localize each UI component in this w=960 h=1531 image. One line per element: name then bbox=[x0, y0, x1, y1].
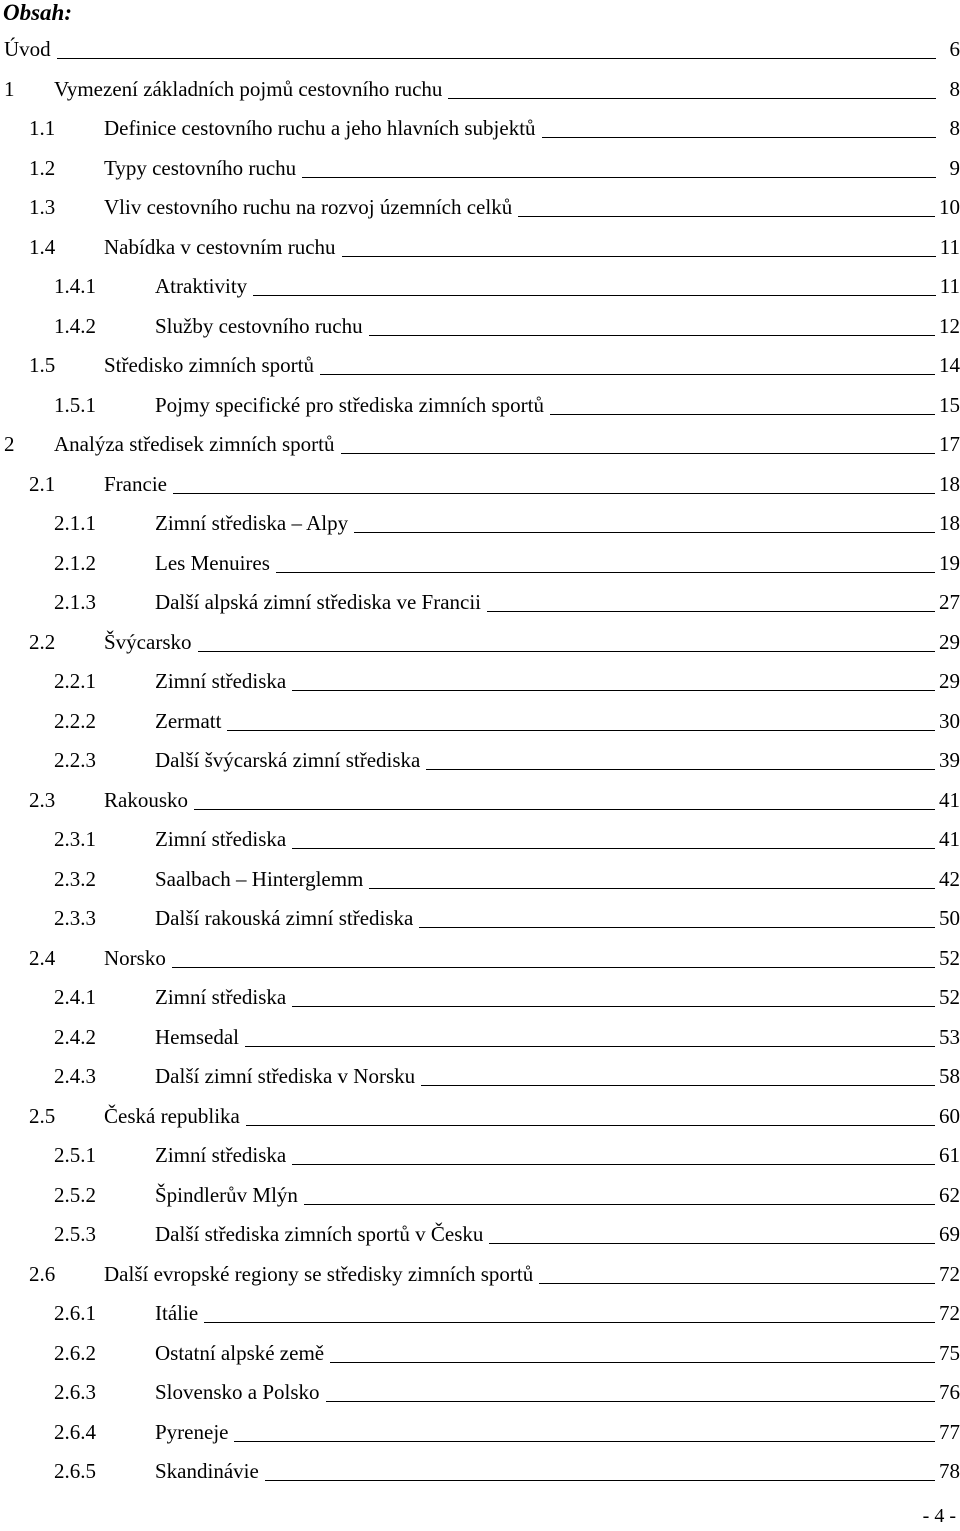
toc-entry-number: 2.5 bbox=[29, 1103, 56, 1128]
toc-entry-number: 2.2.2 bbox=[54, 708, 96, 733]
toc-entry[interactable] bbox=[0, 345, 960, 385]
toc-entry-number: 2.6.4 bbox=[54, 1419, 96, 1444]
toc-entry-line bbox=[104, 472, 960, 497]
toc-leader-line bbox=[542, 136, 936, 138]
toc-entry-line bbox=[155, 1064, 960, 1089]
toc-entry-page: 30 bbox=[939, 708, 960, 733]
toc-leader-line bbox=[354, 531, 935, 533]
toc-leader-line bbox=[173, 492, 935, 494]
toc-leader-line bbox=[276, 571, 935, 573]
toc-entry-line bbox=[104, 116, 960, 141]
toc-leader-line bbox=[320, 373, 935, 375]
toc-entry-page: 19 bbox=[939, 550, 960, 575]
toc-entry-line bbox=[104, 946, 960, 971]
toc-entry-number: 1.4 bbox=[29, 234, 56, 259]
toc-leader-line bbox=[302, 176, 936, 178]
toc-entry-number: 1.2 bbox=[29, 155, 56, 180]
toc-leader-line bbox=[419, 926, 935, 928]
toc-entry[interactable] bbox=[0, 69, 960, 109]
toc-entry[interactable] bbox=[0, 424, 960, 464]
toc-entry-line bbox=[104, 1104, 960, 1129]
toc-entry-line bbox=[155, 590, 960, 615]
toc-entry-title[interactable]: Další zimní střediska v Norsku bbox=[155, 1064, 416, 1088]
toc-entry[interactable] bbox=[0, 819, 960, 859]
toc-entry-page: 11 bbox=[939, 274, 960, 298]
toc-entry[interactable] bbox=[0, 1333, 960, 1373]
toc-entry-title[interactable]: Další alpská zimní střediska ve Francii bbox=[155, 590, 482, 614]
toc-entry[interactable] bbox=[0, 1372, 960, 1412]
toc-entry[interactable] bbox=[0, 1096, 960, 1136]
toc-entry-line bbox=[155, 1380, 960, 1405]
toc-entry[interactable] bbox=[0, 227, 960, 267]
toc-entry-number: 2.4.3 bbox=[54, 1064, 96, 1088]
toc-heading: Obsah: bbox=[3, 0, 73, 25]
toc-entry-page: 41 bbox=[939, 827, 960, 851]
page-number: - 4 - bbox=[922, 1505, 956, 1527]
toc-entry-title[interactable]: Nabídka v cestovním ruchu bbox=[104, 234, 336, 259]
toc-entry-page: 6 bbox=[949, 37, 960, 61]
toc-leader-line bbox=[421, 1084, 935, 1086]
toc-entry-title[interactable]: Úvod bbox=[4, 37, 51, 61]
toc-entry-page: 75 bbox=[939, 1340, 960, 1365]
toc-leader-line bbox=[326, 1400, 935, 1402]
toc-entry-page: 27 bbox=[939, 590, 960, 614]
toc-entry-page: 18 bbox=[939, 471, 960, 496]
toc-entry[interactable] bbox=[0, 938, 960, 978]
toc-leader-line bbox=[234, 1440, 935, 1442]
toc-leader-line bbox=[292, 847, 935, 849]
toc-entry-page: 17 bbox=[939, 432, 960, 456]
toc-entry[interactable] bbox=[0, 740, 960, 780]
toc-leader-line bbox=[539, 1282, 935, 1284]
toc-entry[interactable] bbox=[0, 187, 960, 227]
toc-entry-page: 72 bbox=[939, 1301, 960, 1325]
toc-entry-number: 2.1.3 bbox=[54, 590, 96, 614]
toc-entry-line bbox=[54, 77, 960, 102]
toc-leader-line bbox=[253, 294, 936, 296]
toc-entry-line bbox=[155, 551, 960, 576]
toc-entry-page: 62 bbox=[939, 1182, 960, 1207]
toc-entry-title[interactable]: Další švýcarská zimní střediska bbox=[155, 748, 421, 772]
toc-entry-line bbox=[155, 748, 960, 773]
toc-entry-number: 2.5.3 bbox=[54, 1222, 96, 1246]
toc-entry-page: 41 bbox=[939, 787, 960, 812]
toc-entry-page: 15 bbox=[939, 392, 960, 417]
toc-entry-title[interactable]: Švýcarsko bbox=[104, 629, 192, 654]
toc-entry-page: 53 bbox=[939, 1024, 960, 1049]
toc-entry-page: 29 bbox=[939, 669, 960, 693]
toc-entry-number: 1.4.1 bbox=[54, 274, 96, 298]
toc-entry-title[interactable]: Rakousko bbox=[104, 787, 188, 812]
toc-entry-title[interactable]: Definice cestovního ruchu a jeho hlavních subjektů bbox=[104, 116, 536, 140]
toc-entry-line bbox=[155, 1222, 960, 1247]
toc-entry-line bbox=[104, 630, 960, 655]
toc-entry-title[interactable]: Středisko zimních sportů bbox=[104, 353, 314, 377]
toc-entry-page: 52 bbox=[939, 945, 960, 970]
toc-entry-title[interactable]: Norsko bbox=[104, 945, 166, 970]
toc-entry-line bbox=[155, 1183, 960, 1208]
toc-entry[interactable] bbox=[0, 1214, 960, 1254]
toc-entry-title[interactable]: Zermatt bbox=[155, 708, 222, 733]
toc-entry-title[interactable]: Pojmy specifické pro střediska zimních sportů bbox=[155, 392, 545, 417]
toc-entry-title[interactable]: Zimní střediska bbox=[155, 1143, 287, 1167]
toc-entry-number: 2.2.3 bbox=[54, 748, 96, 772]
toc-entry-page: 52 bbox=[939, 985, 960, 1009]
toc-entry[interactable] bbox=[0, 1254, 960, 1294]
toc-entry-number: 1.5 bbox=[29, 353, 56, 377]
toc-leader-line bbox=[57, 57, 936, 59]
toc-entry-title[interactable]: Zimní střediska bbox=[155, 669, 287, 693]
toc-entry-number: 2.1.1 bbox=[54, 511, 96, 535]
toc-entry-line bbox=[155, 1420, 960, 1445]
toc-entry[interactable] bbox=[0, 1175, 960, 1215]
toc-entry-title[interactable]: Zimní střediska – Alpy bbox=[155, 511, 349, 535]
toc-entry[interactable] bbox=[0, 108, 960, 148]
toc-entry-number: 2.6.5 bbox=[54, 1459, 96, 1483]
toc-entry-number: 2.1.2 bbox=[54, 550, 96, 575]
toc-entry[interactable] bbox=[0, 503, 960, 543]
toc-entry[interactable] bbox=[0, 977, 960, 1017]
toc-entry-number: 2.5.2 bbox=[54, 1182, 96, 1207]
toc-entry-line bbox=[104, 156, 960, 181]
toc-entry-title[interactable]: Další střediska zimních sportů v Česku bbox=[155, 1222, 484, 1246]
toc-entry-line bbox=[54, 432, 960, 457]
toc-entry[interactable] bbox=[0, 622, 960, 662]
toc-entry-line bbox=[155, 1301, 960, 1326]
toc-leader-line bbox=[198, 650, 936, 652]
toc-entry-title[interactable]: Atraktivity bbox=[155, 274, 248, 298]
table-of-contents bbox=[0, 29, 960, 1491]
toc-entry-title[interactable]: Pyreneje bbox=[155, 1419, 229, 1444]
toc-leader-line bbox=[265, 1479, 935, 1481]
toc-entry-number: 2.4.1 bbox=[54, 985, 96, 1009]
toc-entry-page: 42 bbox=[939, 866, 960, 891]
toc-leader-line bbox=[330, 1361, 935, 1363]
toc-entry-number: 1.3 bbox=[29, 195, 56, 219]
toc-leader-line bbox=[292, 1163, 935, 1165]
toc-entry[interactable] bbox=[0, 661, 960, 701]
toc-entry-page: 77 bbox=[939, 1419, 960, 1444]
toc-entry-line bbox=[155, 669, 960, 694]
toc-entry-line bbox=[155, 1341, 960, 1366]
toc-entry-title[interactable]: Itálie bbox=[155, 1301, 199, 1325]
toc-entry-number: 2.4 bbox=[29, 945, 56, 970]
toc-leader-line bbox=[341, 452, 935, 454]
toc-entry[interactable] bbox=[0, 1056, 960, 1096]
toc-entry-title[interactable]: Francie bbox=[104, 471, 167, 496]
toc-entry-line bbox=[155, 1143, 960, 1168]
toc-entry-number: 2.6.3 bbox=[54, 1380, 96, 1404]
toc-entry-line bbox=[104, 1262, 960, 1287]
toc-entry[interactable] bbox=[0, 148, 960, 188]
toc-entry-number: 2.2 bbox=[29, 629, 56, 654]
toc-entry-title[interactable]: Zimní střediska bbox=[155, 827, 287, 851]
toc-entry[interactable] bbox=[0, 1451, 960, 1491]
toc-entry-page: 76 bbox=[939, 1380, 960, 1404]
toc-entry-number: 2.2.1 bbox=[54, 669, 96, 693]
toc-entry-line bbox=[104, 195, 960, 220]
toc-entry-title[interactable]: Analýza středisek zimních sportů bbox=[54, 432, 335, 456]
toc-entry-title[interactable]: Špindlerův Mlýn bbox=[155, 1182, 298, 1207]
toc-entry-page: 58 bbox=[939, 1064, 960, 1088]
toc-leader-line bbox=[426, 768, 935, 770]
toc-entry-number: 1.4.2 bbox=[54, 313, 96, 338]
toc-entry[interactable] bbox=[0, 306, 960, 346]
toc-entry-title[interactable]: Další rakouská zimní střediska bbox=[155, 906, 414, 930]
toc-entry-line bbox=[104, 353, 960, 378]
toc-entry[interactable] bbox=[0, 701, 960, 741]
toc-entry-line bbox=[155, 827, 960, 852]
toc-leader-line bbox=[292, 1005, 935, 1007]
toc-entry[interactable] bbox=[0, 266, 960, 306]
toc-entry-page: 61 bbox=[939, 1143, 960, 1167]
toc-entry-line bbox=[155, 906, 960, 931]
toc-entry-page: 10 bbox=[939, 195, 960, 219]
toc-entry-page: 9 bbox=[949, 155, 960, 180]
toc-leader-line bbox=[227, 729, 935, 731]
toc-entry-title[interactable]: Les Menuires bbox=[155, 550, 270, 575]
toc-leader-line bbox=[518, 215, 935, 217]
toc-entry[interactable] bbox=[0, 859, 960, 899]
toc-entry-page: 8 bbox=[949, 116, 960, 140]
toc-entry-page: 11 bbox=[939, 234, 960, 259]
toc-entry[interactable] bbox=[0, 543, 960, 583]
toc-entry-line bbox=[155, 314, 960, 339]
toc-entry-page: 50 bbox=[939, 906, 960, 930]
toc-entry-line bbox=[155, 393, 960, 418]
toc-entry-title[interactable]: Vymezení základních pojmů cestovního ruchu bbox=[54, 76, 443, 101]
toc-entry-number: 2.3 bbox=[29, 787, 56, 812]
toc-entry-line bbox=[155, 985, 960, 1010]
toc-entry-line bbox=[4, 37, 960, 62]
toc-entry-number: 2.3.2 bbox=[54, 866, 96, 891]
toc-leader-line bbox=[292, 689, 935, 691]
toc-leader-line bbox=[550, 413, 935, 415]
toc-entry-page: 78 bbox=[939, 1459, 960, 1483]
toc-entry-number: 2.5.1 bbox=[54, 1143, 96, 1167]
toc-entry-title[interactable]: Saalbach – Hinterglemm bbox=[155, 866, 364, 891]
toc-entry-title[interactable]: Hemsedal bbox=[155, 1024, 239, 1049]
toc-entry-number: 1.5.1 bbox=[54, 392, 96, 417]
toc-entry-number: 2.6.2 bbox=[54, 1340, 96, 1365]
toc-entry-line bbox=[104, 235, 960, 260]
toc-entry-title[interactable]: Ostatní alpské země bbox=[155, 1340, 325, 1365]
toc-entry[interactable] bbox=[0, 29, 960, 69]
toc-entry-title[interactable]: Typy cestovního ruchu bbox=[104, 155, 297, 180]
toc-entry-title[interactable]: Vliv cestovního ruchu na rozvoj územních celků bbox=[104, 195, 513, 219]
toc-entry-number: 2.1 bbox=[29, 471, 56, 496]
toc-entry[interactable] bbox=[0, 582, 960, 622]
toc-leader-line bbox=[487, 610, 935, 612]
toc-entry-line bbox=[155, 1459, 960, 1484]
toc-entry-number: 2.6 bbox=[29, 1261, 56, 1286]
toc-entry-title[interactable]: Zimní střediska bbox=[155, 985, 287, 1009]
toc-leader-line bbox=[246, 1124, 935, 1126]
toc-entry[interactable] bbox=[0, 1412, 960, 1452]
toc-entry-number: 2.6.1 bbox=[54, 1301, 96, 1325]
toc-entry-page: 29 bbox=[939, 629, 960, 654]
toc-entry[interactable] bbox=[0, 1135, 960, 1175]
toc-entry[interactable] bbox=[0, 385, 960, 425]
toc-entry-number: 2.4.2 bbox=[54, 1024, 96, 1049]
toc-entry-page: 39 bbox=[939, 748, 960, 772]
toc-entry-title[interactable]: Skandinávie bbox=[155, 1459, 259, 1483]
toc-leader-line bbox=[204, 1321, 935, 1323]
toc-leader-line bbox=[342, 255, 936, 257]
toc-entry[interactable] bbox=[0, 780, 960, 820]
toc-entry-page: 14 bbox=[939, 353, 960, 377]
toc-leader-line bbox=[194, 808, 935, 810]
toc-entry-number: 1.1 bbox=[29, 116, 56, 140]
toc-leader-line bbox=[172, 966, 935, 968]
toc-entry-title[interactable]: Služby cestovního ruchu bbox=[155, 313, 363, 338]
toc-entry-title[interactable]: Česká republika bbox=[104, 1103, 240, 1128]
toc-entry-page: 18 bbox=[939, 511, 960, 535]
toc-entry-title[interactable]: Další evropské regiony se středisky zimních sportů bbox=[104, 1261, 534, 1286]
toc-entry-line bbox=[155, 274, 960, 299]
toc-leader-line bbox=[245, 1045, 935, 1047]
toc-entry-number: 1 bbox=[4, 76, 15, 101]
toc-leader-line bbox=[448, 97, 936, 99]
toc-entry-title[interactable]: Slovensko a Polsko bbox=[155, 1380, 320, 1404]
toc-entry-page: 8 bbox=[949, 76, 960, 101]
toc-entry-number: 2 bbox=[4, 432, 15, 456]
toc-entry[interactable] bbox=[0, 464, 960, 504]
toc-entry-number: 2.3.1 bbox=[54, 827, 96, 851]
toc-entry-page: 12 bbox=[939, 313, 960, 338]
toc-entry-line bbox=[155, 867, 960, 892]
toc-leader-line bbox=[369, 887, 935, 889]
toc-entry-page: 60 bbox=[939, 1103, 960, 1128]
toc-entry-line bbox=[155, 511, 960, 536]
toc-entry-line bbox=[155, 1025, 960, 1050]
toc-entry-line bbox=[155, 709, 960, 734]
toc-entry[interactable] bbox=[0, 1017, 960, 1057]
toc-leader-line bbox=[304, 1203, 935, 1205]
toc-leader-line bbox=[489, 1242, 935, 1244]
toc-entry-number: 2.3.3 bbox=[54, 906, 96, 930]
toc-entry-line bbox=[104, 788, 960, 813]
toc-entry-page: 69 bbox=[939, 1222, 960, 1246]
toc-leader-line bbox=[369, 334, 935, 336]
toc-entry[interactable] bbox=[0, 898, 960, 938]
toc-entry-page: 72 bbox=[939, 1261, 960, 1286]
toc-entry[interactable] bbox=[0, 1293, 960, 1333]
